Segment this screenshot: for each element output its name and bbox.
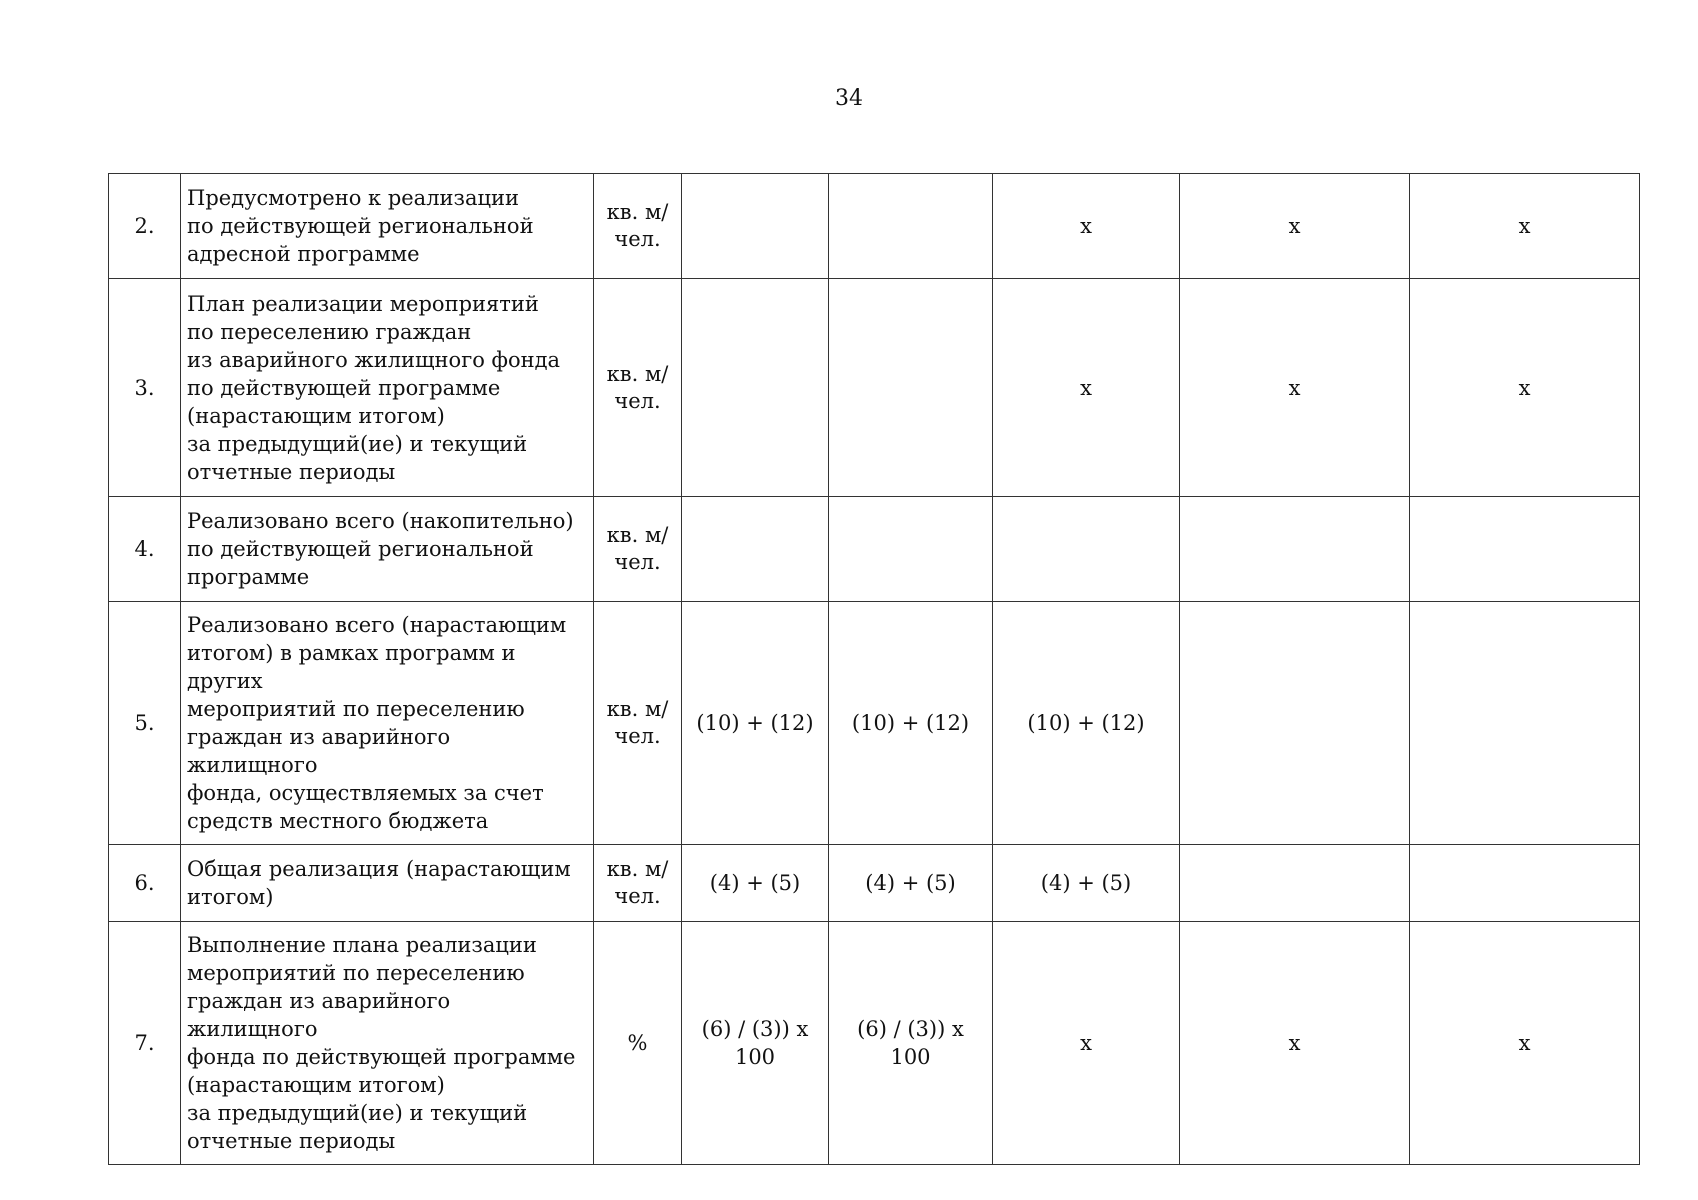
row-description: Предусмотрено к реализации по действующей региональной адресной программе [181, 174, 594, 279]
row-unit: кв. м/ чел. [594, 279, 682, 497]
value-cell [1410, 497, 1640, 602]
value-cell: (6) / (3)) х 100 [682, 922, 829, 1165]
row-number: 5. [109, 602, 181, 845]
row-number: 3. [109, 279, 181, 497]
row-number: 2. [109, 174, 181, 279]
value-cell [829, 497, 993, 602]
row-number: 6. [109, 845, 181, 922]
value-cell [993, 497, 1180, 602]
value-cell: х [1180, 279, 1410, 497]
table-row [109, 602, 1640, 845]
row-unit: кв. м/ чел. [594, 602, 682, 845]
row-description: План реализации мероприятий по переселению граждан из аварийного жилищного фонда по действующей программе (нарастающим итогом) за предыдущий(ие) и текущий отчетные периоды [181, 279, 594, 497]
value-cell [829, 174, 993, 279]
table-row [109, 845, 1640, 922]
value-cell [829, 279, 993, 497]
value-cell: (10) + (12) [682, 602, 829, 845]
value-cell: х [1180, 174, 1410, 279]
value-cell: (6) / (3)) х 100 [829, 922, 993, 1165]
value-cell: (4) + (5) [682, 845, 829, 922]
table-row [109, 174, 1640, 279]
value-cell: х [1410, 174, 1640, 279]
row-unit: кв. м/ чел. [594, 845, 682, 922]
value-cell: х [993, 922, 1180, 1165]
value-cell [1410, 602, 1640, 845]
row-unit: кв. м/ чел. [594, 497, 682, 602]
value-cell: (10) + (12) [829, 602, 993, 845]
value-cell: х [1180, 922, 1410, 1165]
row-unit: кв. м/ чел. [594, 174, 682, 279]
value-cell: х [1410, 922, 1640, 1165]
row-description: Реализовано всего (нарастающим итогом) в рамках программ и других мероприятий по переселению граждан из аварийного жилищного фонда, осуществляемых за счет средств местного бюджета [181, 602, 594, 845]
row-number: 7. [109, 922, 181, 1165]
value-cell [682, 497, 829, 602]
table-row [109, 497, 1640, 602]
row-description: Выполнение плана реализации мероприятий по переселению граждан из аварийного жилищного фонда по действующей программе (нарастающим итогом) за предыдущий(ие) и текущий отчетные периоды [181, 922, 594, 1165]
value-cell: х [993, 174, 1180, 279]
value-cell [1180, 602, 1410, 845]
value-cell: (10) + (12) [993, 602, 1180, 845]
value-cell [1410, 845, 1640, 922]
value-cell: (4) + (5) [829, 845, 993, 922]
report-table [108, 173, 1640, 1165]
value-cell [682, 279, 829, 497]
row-description: Общая реализация (нарастающим итогом) [181, 845, 594, 922]
value-cell: х [993, 279, 1180, 497]
row-number: 4. [109, 497, 181, 602]
value-cell: х [1410, 279, 1640, 497]
page-number: 34 [835, 86, 863, 111]
row-unit: % [594, 922, 682, 1165]
value-cell [1180, 497, 1410, 602]
value-cell [1180, 845, 1410, 922]
row-description: Реализовано всего (накопительно) по действующей региональной программе [181, 497, 594, 602]
value-cell: (4) + (5) [993, 845, 1180, 922]
table-row [109, 922, 1640, 1165]
table-row [109, 279, 1640, 497]
value-cell [682, 174, 829, 279]
